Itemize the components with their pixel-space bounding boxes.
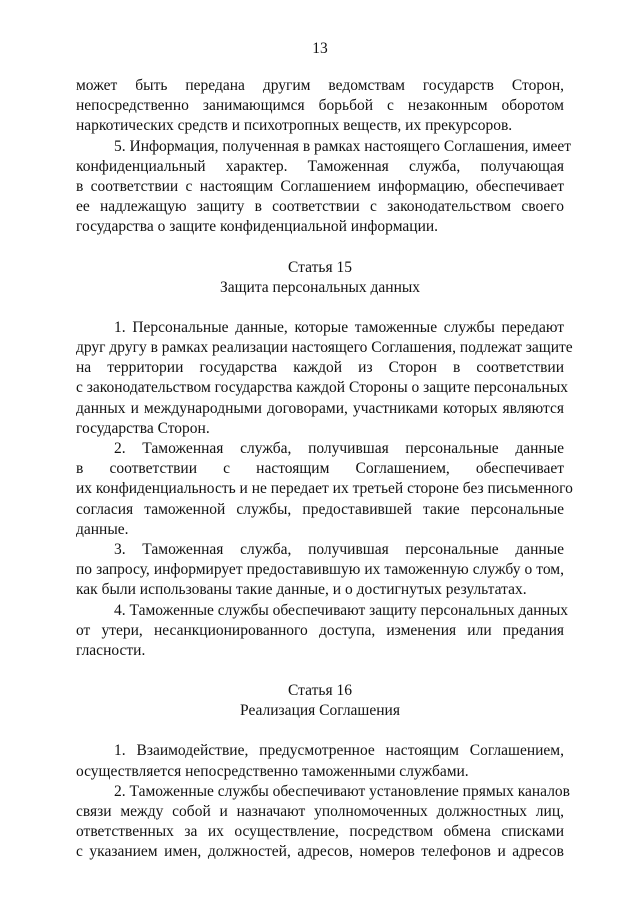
article-16-paragraph-1 bbox=[76, 741, 564, 781]
text-line: 3. Таможенная служба, получившая персональные данные bbox=[114, 540, 564, 558]
text-line: от утери, несанкционированного доступа, изменения или предания bbox=[76, 621, 564, 639]
text-line: как были использованы такие данные, и о достигнутых результатах. bbox=[76, 581, 527, 599]
text-line: с указанием имен, должностей, адресов, номеров телефонов и адресов bbox=[76, 843, 564, 861]
text-line: по запросу, информирует предоставившую их таможенную службу о том, bbox=[76, 561, 564, 579]
text-line: гласности. bbox=[76, 641, 146, 659]
text-line: данных и международными договорами, участниками которых являются bbox=[76, 399, 564, 417]
text-line: 1. Взаимодействие, предусмотренное настоящим Соглашением, bbox=[114, 742, 564, 760]
text-line: в соответствии с настоящим Соглашением информацию, обеспечивает bbox=[76, 177, 564, 195]
article-16-number: Статья 16 bbox=[288, 682, 352, 700]
text-line: в соответствии с настоящим Соглашением, обеспечивает bbox=[76, 460, 564, 478]
text-line: данные. bbox=[76, 520, 129, 538]
article-15-paragraph-1 bbox=[76, 318, 573, 439]
article-15-title: Защита персональных данных bbox=[219, 278, 421, 296]
text-line: конфиденциальный характер. Таможенная служба, получающая bbox=[76, 157, 564, 175]
text-line: друг другу в рамках реализации настоящего Соглашения, подлежат защите bbox=[76, 339, 573, 357]
text-line: осуществляется непосредственно таможенными службами. bbox=[76, 762, 469, 780]
text-line: ее надлежащую защиту в соответствии с законодательством своего bbox=[76, 198, 564, 216]
text-line: 4. Таможенные службы обеспечивают защиту персональных данных bbox=[114, 601, 569, 619]
text-line: 5. Информация, полученная в рамках настоящего Соглашения, имеет bbox=[114, 137, 572, 155]
text-line: их конфиденциальность и не передает их третьей стороне без письменного bbox=[76, 480, 573, 498]
text-line: 2. Таможенная служба, получившая персональные данные bbox=[114, 440, 564, 457]
article-16-title: Реализация Соглашения bbox=[240, 702, 400, 720]
text-line: наркотических средств и психотропных веществ, их прекурсоров. bbox=[76, 117, 513, 135]
text-line: может быть передана другим ведомствам государств Сторон, bbox=[76, 77, 564, 94]
document-body bbox=[76, 76, 573, 863]
text-line: 1. Персональные данные, которые таможенные службы передают bbox=[114, 318, 564, 336]
text-line: ответственных за их осуществление, посредством обмена списками bbox=[76, 823, 564, 841]
article-16-paragraph-2 bbox=[76, 782, 570, 863]
text-line: связи между собой и назначают уполномоченных должностных лиц, bbox=[76, 803, 564, 820]
article-15-paragraph-3 bbox=[76, 540, 564, 601]
text-line: с законодательством государства каждой Стороны о защите персональных bbox=[76, 379, 569, 397]
text-line: непосредственно занимающимся борьбой с незаконным оборотом bbox=[76, 97, 564, 115]
text-line: 2. Таможенные службы обеспечивают установление прямых каналов bbox=[114, 782, 570, 800]
article-15-paragraph-2 bbox=[76, 439, 573, 540]
paragraph-5 bbox=[76, 137, 572, 238]
text-line: государства Сторон. bbox=[76, 419, 210, 437]
intro-paragraph bbox=[76, 76, 564, 137]
article-15-number: Статья 15 bbox=[288, 258, 352, 276]
text-line: на территории государства каждой из Сторон в соответствии bbox=[76, 359, 564, 377]
page-number: 13 bbox=[312, 40, 328, 57]
text-line: согласия таможенной службы, предоставившей такие персональные bbox=[76, 500, 564, 518]
text-line: государства о защите конфиденциальной информации. bbox=[76, 218, 439, 236]
article-15-paragraph-4 bbox=[76, 601, 569, 662]
